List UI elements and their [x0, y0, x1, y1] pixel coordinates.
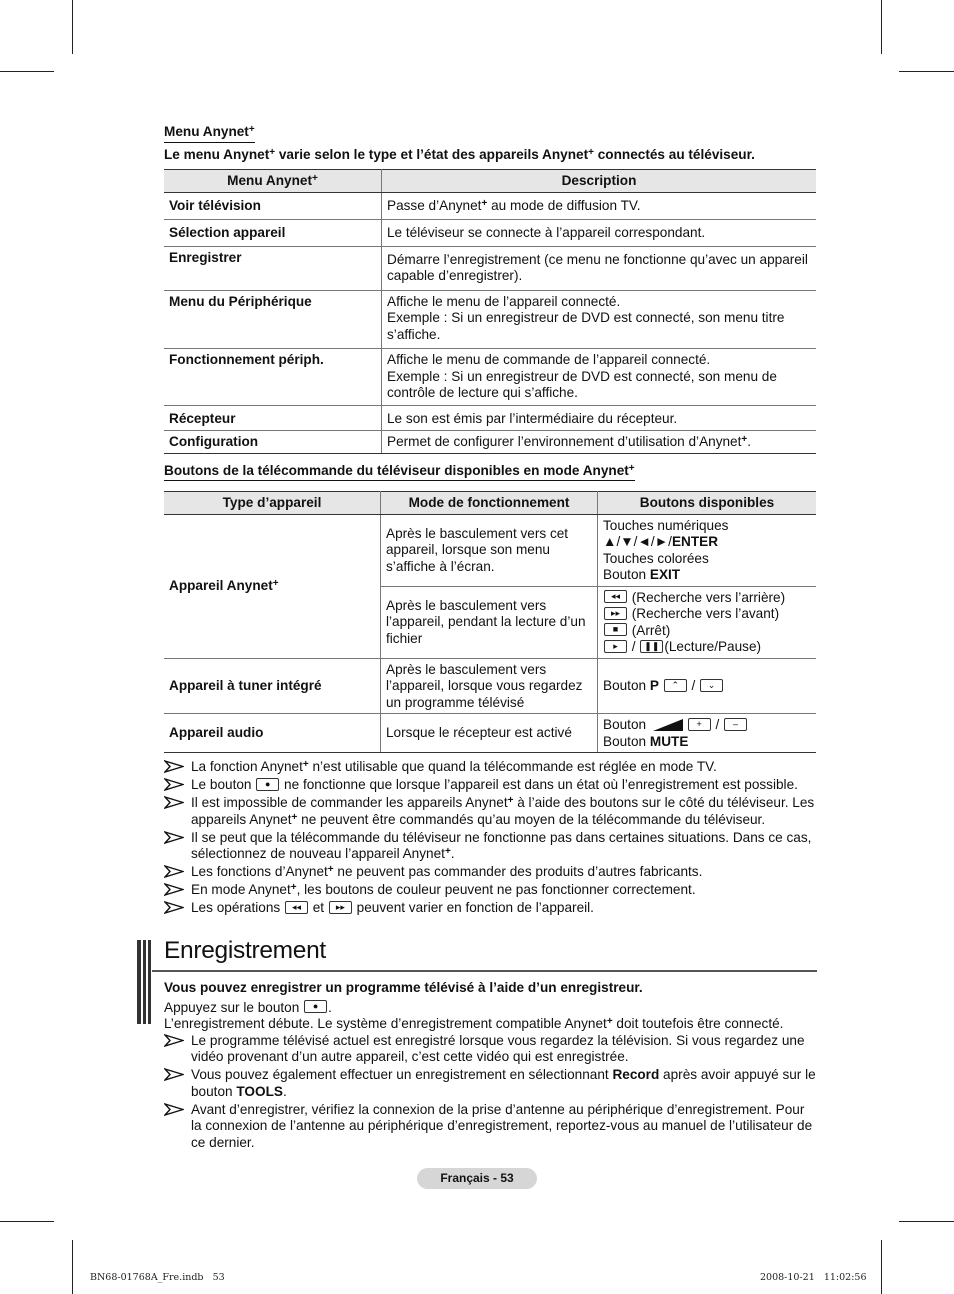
- note-arrow-icon: [164, 796, 184, 809]
- note-item: Les fonctions d’Anynet+ ne peuvent pas commander des produits d’autres fabricants.: [164, 864, 816, 881]
- note-item: Vous pouvez également effectuer un enregistrement en sélectionnant Record après avoir appuyé sur le bouton TOOLS.: [164, 1067, 816, 1100]
- note-item: Les opérations ◂◂ et ▸▸ peuvent varier en fonction de l’appareil.: [164, 900, 816, 917]
- table-row: [164, 431, 816, 454]
- record-button-icon: ●: [256, 778, 279, 791]
- volume-up-icon: +: [688, 718, 711, 731]
- note-item: Le programme télévisé actuel est enregistré lorsque vous regardez la télévision. Si vous regardez une vidéo provenant d’un autre appareil, c’est cette vidéo qui est enregistrée.: [164, 1033, 816, 1066]
- note-arrow-icon: [164, 901, 184, 914]
- note-item: La fonction Anynet+ n’est utilisable que quand la télécommande est réglée en mode TV.: [164, 759, 816, 776]
- fast-forward-button-icon: ▸▸: [604, 607, 627, 620]
- notes-list: [164, 759, 816, 917]
- volume-icon: [653, 719, 683, 731]
- note-arrow-icon: [164, 865, 184, 878]
- note-arrow-icon: [164, 883, 184, 896]
- note-arrow-icon: [164, 831, 184, 844]
- start-text: L’enregistrement débute. Le système d’enregistrement compatible Anynet+ doit toutefois être connecté.: [164, 1016, 784, 1031]
- table-row: [164, 220, 816, 247]
- menu-cell: Récepteur: [164, 405, 382, 431]
- crop-mark: [881, 0, 882, 54]
- table-row: [164, 658, 816, 714]
- table-header: Boutons disponibles: [598, 492, 817, 515]
- print-file-info: BN68-01768A_Fre.indb 53: [90, 1272, 225, 1283]
- crop-mark: [72, 0, 73, 54]
- anynet-menu-section: [164, 124, 816, 918]
- menu-cell: Menu du Périphérique: [164, 290, 382, 349]
- crop-mark: [899, 1221, 954, 1222]
- anynet-menu-table: [164, 169, 816, 454]
- note-arrow-icon: [164, 1034, 184, 1047]
- table-header-row: [164, 170, 816, 193]
- table-header: Description: [382, 170, 817, 193]
- mode-cell: Après le basculement vers l’appareil, pendant la lecture d’un fichier: [381, 586, 598, 658]
- table-header-row: [164, 492, 816, 515]
- desc-cell: Affiche le menu de l’appareil connecté. Exemple : Si un enregistreur de DVD est connecté, son menu titre s’affiche.: [382, 290, 817, 349]
- enregistrement-section: [164, 980, 816, 1153]
- remote-buttons-table: [164, 491, 816, 753]
- device-cell: Appareil à tuner intégré: [164, 658, 381, 714]
- note-item: Il se peut que la télécommande du téléviseur ne fonctionne pas dans certaines situations. Dans ce cas, sélectionnez de nouveau l’appareil Anynet+.: [164, 830, 816, 863]
- enregistrement-title: Enregistrement: [164, 937, 326, 964]
- note-item: En mode Anynet+, les boutons de couleur peuvent ne pas fonctionner correctement.: [164, 882, 816, 899]
- record-button-icon: ●: [304, 1000, 327, 1013]
- note-arrow-icon: [164, 1103, 184, 1116]
- buttons-cell: Bouton + / – Bouton MUTE: [598, 714, 817, 753]
- buttons-cell: Touches numériques ▲/▼/◄/►/ENTER Touches colorées Bouton EXIT: [598, 514, 817, 586]
- play-button-icon: ▸: [604, 640, 627, 653]
- buttons-title: Boutons de la télécommande du téléviseur disponibles en mode Anynet+: [164, 463, 635, 482]
- device-cell: Appareil audio: [164, 714, 381, 753]
- crop-mark: [72, 1240, 73, 1294]
- note-arrow-icon: [164, 778, 184, 791]
- note-arrow-icon: [164, 1068, 184, 1081]
- table-row: [164, 290, 816, 349]
- menu-cell: Configuration: [164, 431, 382, 454]
- menu-cell: Fonctionnement périph.: [164, 349, 382, 406]
- buttons-cell: Bouton P ⌃ / ⌄: [598, 658, 817, 714]
- menu-cell: Enregistrer: [164, 246, 382, 290]
- table-row: [164, 192, 816, 220]
- desc-cell: Passe d’Anynet+ au mode de diffusion TV.: [382, 192, 817, 220]
- mode-cell: Lorsque le récepteur est activé: [381, 714, 598, 753]
- table-header: Mode de fonctionnement: [381, 492, 598, 515]
- crop-mark: [881, 1240, 882, 1294]
- channel-down-icon: ⌄: [700, 679, 723, 692]
- table-row: [164, 514, 816, 586]
- desc-cell: Permet de configurer l’environnement d’utilisation d’Anynet+.: [382, 431, 817, 454]
- menu-cell: Voir télévision: [164, 192, 382, 220]
- channel-up-icon: ⌃: [664, 679, 687, 692]
- enregistrement-lead: Vous pouvez enregistrer un programme télévisé à l’aide d’un enregistreur.: [164, 980, 643, 995]
- buttons-cell: ◂◂ (Recherche vers l’arrière) ▸▸ (Recherche vers l’avant) ■ (Arrêt) ▸ / ❚❚ (Lecture/Pause): [598, 586, 817, 658]
- press-instruction: Appuyez sur le bouton ● .: [164, 999, 332, 1015]
- print-datetime: 2008-10-21 11:02:56: [760, 1272, 867, 1283]
- rewind-button-icon: ◂◂: [604, 590, 627, 603]
- table-row: [164, 405, 816, 431]
- pause-button-icon: ❚❚: [640, 640, 663, 653]
- note-item: Avant d’enregistrer, vérifiez la connexion de la prise d’antenne au périphérique d’enregistrement. Pour la connexion de l’antenne au périphérique d’enregistrement, reportez-vous au manuel de l’utilisateur de ce dernier.: [164, 1102, 816, 1152]
- note-item: Le bouton ● ne fonctionne que lorsque l’appareil est dans un état où l’enregistrement est possible.: [164, 777, 816, 794]
- note-arrow-icon: [164, 760, 184, 773]
- table-header: Menu Anynet+: [164, 170, 382, 193]
- section-title: Menu Anynet+: [164, 124, 255, 143]
- table-row: [164, 349, 816, 406]
- note-item: Il est impossible de commander les appareils Anynet+ à l’aide des boutons sur le côté du téléviseur. Les appareils Anynet+ ne peuvent être commandés qu’au moyen de la télécommande du téléviseur.: [164, 795, 816, 828]
- crop-mark: [0, 1221, 54, 1222]
- crop-mark: [0, 71, 54, 72]
- table-row: [164, 246, 816, 290]
- table-row: [164, 714, 816, 753]
- desc-cell: Affiche le menu de commande de l’appareil connecté. Exemple : Si un enregistreur de DVD est connecté, son menu de contrôle de lecture qui s’affiche.: [382, 349, 817, 406]
- mode-cell: Après le basculement vers l’appareil, lorsque vous regardez un programme télévisé: [381, 658, 598, 714]
- table-header: Type d’appareil: [164, 492, 381, 515]
- volume-down-icon: –: [724, 718, 747, 731]
- page-number-badge: Français - 53: [417, 1168, 537, 1189]
- crop-mark: [899, 71, 954, 72]
- title-rule: [152, 970, 817, 972]
- heading-bars: [137, 940, 151, 1024]
- fast-forward-button-icon: ▸▸: [329, 901, 352, 914]
- desc-cell: Démarre l’enregistrement (ce menu ne fonctionne qu’avec un appareil capable d’enregistrer).: [382, 246, 817, 290]
- desc-cell: Le téléviseur se connecte à l’appareil correspondant.: [382, 220, 817, 247]
- rewind-button-icon: ◂◂: [285, 901, 308, 914]
- desc-cell: Le son est émis par l’intermédiaire du récepteur.: [382, 405, 817, 431]
- section-intro: Le menu Anynet+ varie selon le type et l’état des appareils Anynet+ connectés au téléviseur.: [164, 146, 755, 162]
- stop-button-icon: ■: [604, 623, 627, 636]
- mode-cell: Après le basculement vers cet appareil, lorsque son menu s’affiche à l’écran.: [381, 514, 598, 586]
- device-cell: Appareil Anynet+: [164, 514, 381, 658]
- menu-cell: Sélection appareil: [164, 220, 382, 247]
